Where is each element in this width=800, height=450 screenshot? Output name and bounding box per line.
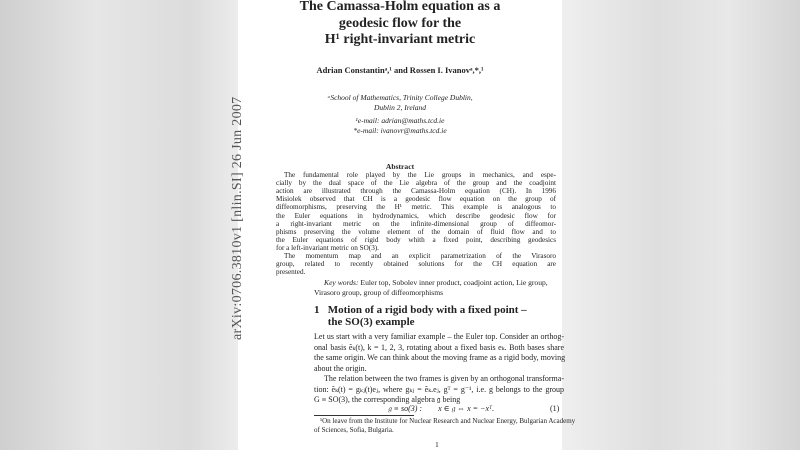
affiliation: ᵃSchool of Mathematics, Trinity College Dublin,: [327, 93, 473, 102]
abstract-line: the Euler equations of rigid body whith a fixed point, describing geodesics: [276, 235, 556, 244]
footnote-rule: [314, 415, 414, 416]
abstract-line: action are illustrated through the Camassa-Holm equation (CH). In 1996: [276, 187, 556, 196]
abstract-line: the Euler equations in hydrodynamics, which describe geodesic flow for: [276, 211, 556, 220]
abstract-line: Misiolek observed that CH is a geodesic flow equation on the group of: [276, 195, 556, 204]
body-line: Let us start with a very familiar example – the Euler top. Consider an orthog-: [314, 332, 564, 341]
section-heading: the SO(3) example: [314, 316, 415, 328]
body-line: onal basis ẽₖ(t), k = 1, 2, 3, rotating about a fixed basis eₖ. Both bases share: [314, 342, 564, 352]
body-line: the same origin. We can think about the moving frame as a rigid body, moving: [314, 353, 566, 362]
affiliation: Dublin 2, Ireland: [373, 103, 426, 112]
keywords-line: Virasoro group, group of diffeomorphisms: [314, 288, 444, 297]
title-line: H¹ right-invariant metric: [324, 32, 476, 47]
abstract-line: group, related to recently obtained solutions for the CH equation are: [276, 260, 556, 269]
title-line: geodesic flow for the: [338, 16, 462, 31]
arxiv-stamp: arXiv:0706.3810v1 [nlin.SI] 26 Jun 2007: [230, 96, 245, 340]
keywords-label: Key words:: [324, 278, 359, 287]
footnote-line: of Sciences, Sofia, Bulgaria.: [314, 426, 394, 434]
footnote-line: ¹On leave from the Institute for Nuclear Research and Nuclear Energy, Bulgarian Academy: [320, 417, 576, 425]
abstract-line: The momentum map and an explicit parametrization of the Virasoro: [284, 252, 556, 260]
authors: Adrian Constantinᵃ,¹ and Rossen I. Ivanovᵃ,*,¹: [316, 65, 484, 75]
abstract-heading: Abstract: [385, 162, 415, 171]
abstract-line: cially by the dual space of the Lie algebra of the group and the coadjoint: [276, 179, 556, 188]
title-line: The Camassa-Holm equation as a: [299, 0, 501, 14]
email: ¹e-mail: adrian@maths.tcd.ie: [355, 116, 445, 125]
body-line: The relation between the two frames is given by an orthogonal transforma-: [324, 374, 564, 383]
body-line: about the origin.: [314, 363, 367, 373]
abstract-line: presented.: [276, 268, 306, 277]
paper-page: [238, 0, 576, 450]
abstract-line: The fundamental role played by the Lie groups in mechanics, and espe-: [284, 171, 556, 179]
equation: 𝔤 ≡ so(3) : x ∈ 𝔤 ⇔ x = −xᵀ.: [388, 404, 495, 413]
equation-number: (1): [550, 404, 560, 413]
blurred-background-left: [0, 0, 238, 450]
abstract-line: phisms preserving the volume element of the domain of fluid flow and to: [276, 227, 556, 236]
body-line: G ≡ SO(3), the corresponding algebra 𝔤 being: [314, 395, 461, 404]
email: *e-mail: ivanovr@maths.tcd.ie: [353, 126, 447, 135]
abstract-line: a right-invariant metric on the infinite-dimensional group of diffeomor-: [276, 219, 556, 228]
abstract-line: diffeomorphisms, preserving the H¹ metric. This example is analogous to: [276, 203, 556, 212]
blurred-background-right: [562, 0, 800, 450]
keywords: [324, 279, 548, 287]
abstract-line: for a left-invariant metric on SO(3).: [276, 243, 379, 252]
body-line: tion: ẽₖ(t) = gₖⱼ(t)eⱼ, where gₖⱼ = ẽₖ.eⱼ, gᵀ = g⁻¹, i.e. g belongs to the group: [314, 384, 564, 394]
keywords-text: Euler top, Sobolev inner product, coadjoint action, Lie group,: [358, 278, 548, 287]
page-number: 1: [435, 440, 439, 449]
section-heading: 1 Motion of a rigid body with a fixed point –: [314, 304, 527, 316]
